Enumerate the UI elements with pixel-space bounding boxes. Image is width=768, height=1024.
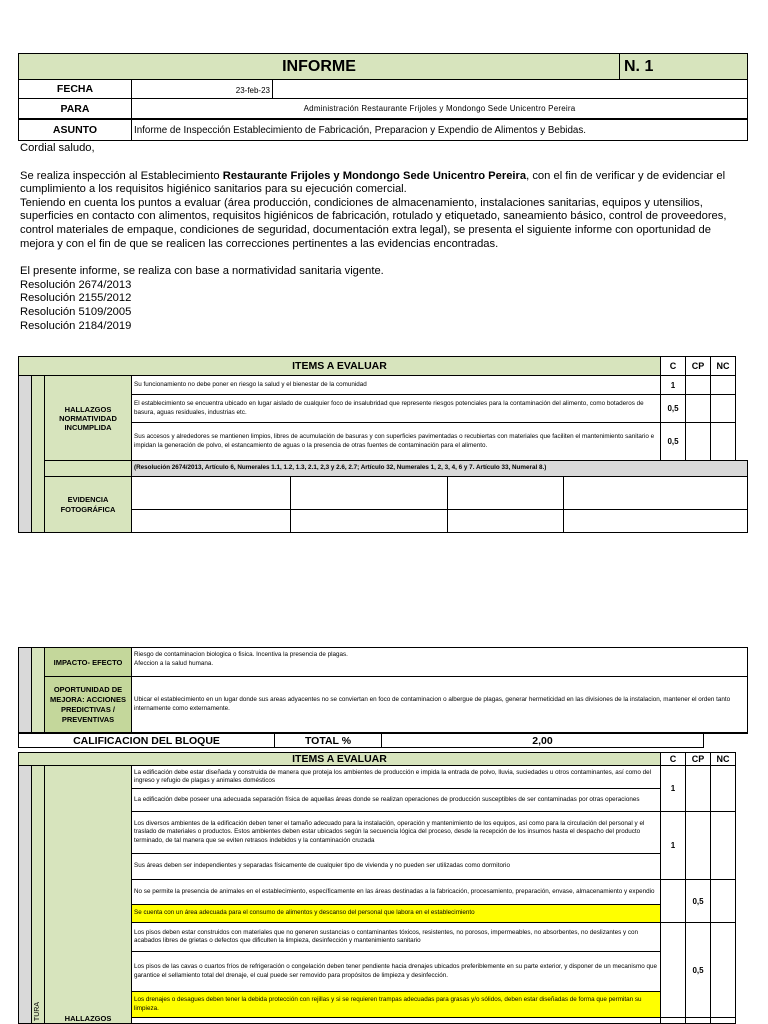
photo-slot bbox=[447, 476, 564, 510]
report-title: INFORME bbox=[282, 57, 356, 75]
fecha-value: 23-feb-23 bbox=[235, 86, 270, 95]
resolucion-item: Resolución 2155/2012 bbox=[20, 292, 132, 305]
item-row: Los pisos deben estar construidos con materiales que no generen sustancias o contaminantes tóxicos, resistentes, no porosos, impermeables, no absorbentes, no deslizantes y con acabados libres de grietas o defectos que dificulten la limpieza, desinfección y mantenimiento sanitario bbox=[131, 922, 661, 952]
item-row: Sus áreas deben ser independientes y separadas físicamente de cualquier tipo de vivienda y no pueden ser utilizadas como dormitorio bbox=[131, 853, 661, 880]
intro-paragraph-1: Se realiza inspección al Establecimiento Restaurante Frijoles y Mondongo Sede Unicentro Pereira, con el fin de verificar y de evidenciar el cumplimiento a los requisitos higiénico sanitarios para su ejecución comercial. bbox=[20, 169, 726, 196]
item-row: La edificación debe poseer una adecuada separación física de aquellas áreas donde se realizan operaciones de producción susceptibles de ser contaminadas por otras operaciones bbox=[131, 788, 661, 812]
col-cp-header: CP bbox=[685, 356, 711, 376]
item-row: Los pisos de las cavas o cuartos fríos de refrigeración o congelación deben tener pendiente hacia drenajes ubicados preferiblemente en su parte exterior, y disponer de un mecanismo que garantice el sellamiento total del drenaje, el cual puede ser removido para propósitos de limpieza y desinfección. bbox=[131, 951, 661, 992]
item-row: Sus accesos y alrededores se mantienen limpios, libres de acumulación de basuras y con superficies pavimentadas o recubiertas con materiales que faciliten el mantenimiento sanitario e impidan la generación de polvo, el estancamiento de aguas o la presencia de otras fuentes de contaminación para el alimento. bbox=[131, 422, 661, 461]
calificacion-label: CALIFICACION DEL BLOQUE bbox=[18, 733, 275, 748]
item-row: El establecimiento se encuentra ubicado en lugar aislado de cualquier foco de insalubridad que represente riesgos potenciales para la contaminación del alimento, como botaderos de basura, aguas residuales, industrias etc. bbox=[131, 394, 661, 423]
item-row-highlight: Los drenajes o desagues deben tener la debida protección con rejillas y si se requieren trampas adecuadas para grasas y/o sólidos, deben estar diseñadas de forma que permitan su limpieza. bbox=[131, 991, 661, 1018]
total-value: 2,00 bbox=[381, 733, 704, 748]
hallazgos-label: HALLAZGOS NORMATIVIDAD INCUMPLIDA bbox=[44, 375, 132, 461]
evidencia-label: EVIDENCIA FOTOGRÁFICA bbox=[44, 476, 132, 533]
establishment-name: Restaurante Frijoles y Mondongo Sede Unicentro Pereira bbox=[222, 169, 527, 182]
asunto-label: ASUNTO bbox=[18, 119, 132, 141]
impacto-label: IMPACTO- EFECTO bbox=[44, 647, 132, 677]
photo-slot bbox=[290, 509, 448, 533]
greeting: Cordial saludo, bbox=[20, 142, 95, 154]
para-value: Administración Restaurante Frijoles y Mondongo Sede Unicentro Pereira bbox=[131, 98, 748, 119]
item-row-highlight: Se cuenta con un área adecuada para el consumo de alimentos y descanso del personal que labora en el establecimiento bbox=[131, 904, 661, 923]
item-row: Su funcionamiento no debe poner en riesgo la salud y el bienestar de la comunidad bbox=[131, 375, 661, 395]
col-c-header: C bbox=[660, 752, 686, 766]
item-score: 0,5 bbox=[685, 879, 711, 923]
oportunidad-label: OPORTUNIDAD DE MEJORA: ACCIONES PREDICTIVAS / PREVENTIVAS bbox=[44, 676, 132, 733]
para-label: PARA bbox=[18, 98, 132, 119]
item-row: La edificación debe estar diseñada y construida de manera que proteja los ambientes de producción e impida la entrada de polvo, lluvia, suciedades u otros contaminantes, así como del ingreso y refugio de plagas y animales domésticos bbox=[131, 765, 661, 789]
intro-paragraph-2: Teniendo en cuenta los puntos a evaluar (área producción, condiciones de almacenamiento, instalaciones sanitarias, equipos y utensilios, superficies en contacto con alimentos, requisitos higiénicos de fabricación, rotulado y etiquetado, saneamiento básico, control de proveedores, control materiales de empaque, condiciones de seguridad, documentación extra legal), se presenta el siguiente informe con oportunidad de mejora y con el fin de que se realicen las correcciones pertinentes a las evidencias encontradas. bbox=[20, 196, 727, 250]
block3-title: ITEMS A EVALUAR bbox=[18, 752, 661, 766]
item-score: 1 bbox=[660, 811, 686, 880]
resolucion-item: Resolución 5109/2005 bbox=[20, 305, 132, 318]
asunto-value: Informe de Inspección Establecimiento de Fabricación, Preparacion y Expendio de Alimentos y Bebidas. bbox=[131, 119, 748, 141]
col-nc-header: NC bbox=[710, 356, 736, 376]
item-row: No se permite la presencia de animales en el establecimiento, específicamente en las áreas destinadas a la fabricación, procesamiento, preparación, envase, almacenamiento y expendio bbox=[131, 879, 661, 905]
photo-slot bbox=[447, 509, 564, 533]
block1-title: ITEMS A EVALUAR bbox=[18, 356, 661, 376]
impacto-text: Riesgo de contaminacion biologica o fisica. Incentiva la presencia de plagas. Afeccion a la salud humana. bbox=[131, 647, 748, 677]
resolucion-item: Resolución 2674/2013 bbox=[20, 278, 132, 291]
photo-slot bbox=[290, 476, 448, 510]
col-cp-header: CP bbox=[685, 752, 711, 766]
total-label: TOTAL % bbox=[274, 733, 382, 748]
intro-paragraph-3: El presente informe, se realiza con base a normatividad sanitaria vigente. bbox=[20, 265, 384, 278]
norma-row: (Resolución 2674/2013, Artículo 6, Numerales 1.1, 1.2, 1.3, 2.1, 2,3 y 2.6, 2.7; Artículo 32, Numerales 1, 2, 3, 4, 6 y 7. Artículo 33, Numeral 8.) bbox=[131, 460, 748, 477]
item-row: Los diversos ambientes de la edificación deben tener el tamaño adecuado para la instalación, operación y mantenimiento de los equipos, así como para la circulación del personal y el traslado de materiales o productos. Estos ambientes deben estar ubicados según la secuencia lógica del proceso, desde la recepción de los insumos hasta el despacho del producto terminado, de tal manera que se eviten retrasos indebidos y la contaminación cruzada bbox=[131, 811, 661, 854]
item-score: 0,5 bbox=[660, 422, 686, 461]
item-score: 1 bbox=[660, 375, 686, 395]
report-number: N. 1 bbox=[619, 53, 748, 80]
col-nc-header: NC bbox=[710, 752, 736, 766]
item-score: 0,5 bbox=[660, 394, 686, 423]
col-c-header: C bbox=[660, 356, 686, 376]
photo-slot bbox=[563, 476, 748, 510]
resolucion-item: Resolución 2184/2019 bbox=[20, 319, 132, 332]
section-side-label: TURA bbox=[34, 1002, 41, 1022]
item-score: 0,5 bbox=[685, 922, 711, 1018]
photo-slot bbox=[131, 509, 291, 533]
fecha-label: FECHA bbox=[18, 79, 132, 99]
photo-slot bbox=[131, 476, 291, 510]
photo-slot bbox=[563, 509, 748, 533]
intro-text bbox=[20, 142, 748, 333]
oportunidad-text: Ubicar el establecimiento en un lugar donde sus areas adyacentes no se conviertan en foco de contaminacion o albergue de plagas, generar hermeticidad en las divisiones de la instalacion, mantener el orden tanto internamente como externamente. bbox=[131, 676, 748, 733]
hallazgos-label-2: HALLAZGOS bbox=[64, 1014, 112, 1023]
item-score: 1 bbox=[660, 765, 686, 812]
